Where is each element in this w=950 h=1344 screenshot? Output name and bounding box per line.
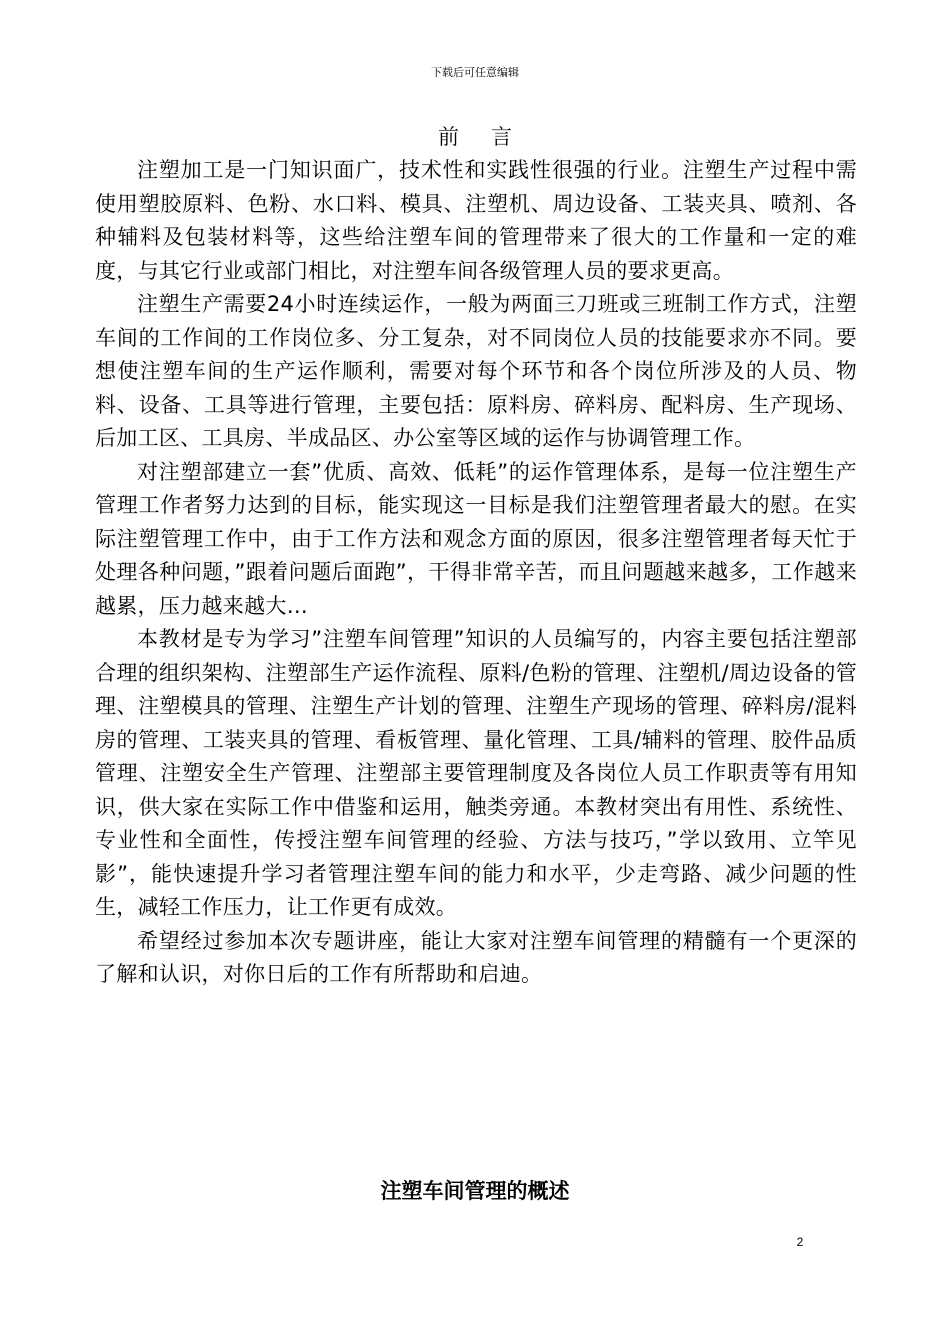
preface-paragraph-5: 希望经过参加本次专题讲座，能让大家对注塑车间管理的精髓有一个更深的了解和认识，对你日后的工作有所帮助和启迪。 [95, 928, 857, 986]
preface-paragraph-1: 注塑加工是一门知识面广，技术性和实践性很强的行业。注塑生产过程中需使用塑胶原料、色粉、水口料、模具、注塑机、周边设备、工装夹具、喷剂、各种辅料及包装材料等，这些给注塑车间的管理带来了很大的工作量和一定的难度，与其它行业或部门相比，对注塑车间各级管理人员的要求更高。 [95, 158, 857, 283]
page-number: 2 [796, 1235, 804, 1249]
preface-title: 前言 [438, 125, 544, 149]
page-header-note: 下载后可任意编辑 [431, 66, 519, 79]
preface-paragraph-3: 对注塑部建立一套”优质、高效、低耗”的运作管理体系，是每一位注塑生产管理工作者努力达到的目标，能实现这一目标是我们注塑管理者最大的慰。在实际注塑管理工作中，由于工作方法和观念方面的原因，很多注塑管理者每天忙于处理各种问题，”跟着问题后面跑”，干得非常辛苦，而且问题越来越多，工作越来越累，压力越来越大… [95, 459, 857, 618]
section-heading: 注塑车间管理的概述 [380, 1179, 570, 1203]
preface-body [95, 154, 857, 992]
preface-paragraph-2: 注塑生产需要24小时连续运作，一般为两面三刀班或三班制工作方式，注塑车间的工作间的工作岗位多、分工复杂，对不同岗位人员的技能要求亦不同。要想使注塑车间的生产运作顺利，需要对每个环节和各个岗位所涉及的人员、物料、设备、工具等进行管理，主要包括：原料房、碎料房、配料房、生产现场、后加工区、工具房、半成品区、办公室等区域的运作与协调管理工作。 [95, 292, 857, 450]
preface-paragraph-4: 本教材是专为学习”注塑车间管理”知识的人员编写的，内容主要包括注塑部合理的组织架构、注塑部生产运作流程、原料/色粉的管理、注塑机/周边设备的管理、注塑模具的管理、注塑生产计划的管理、注塑生产现场的管理、碎料房/混料房的管理、工装夹具的管理、看板管理、量化管理、工具/辅料的管理、胶件品质管理、注塑安全生产管理、注塑部主要管理制度及各岗位人员工作职责等有用知识，供大家在实际工作中借鉴和运用，触类旁通。本教材突出有用性、系统性、专业性和全面性，传授注塑车间管理的经验、方法与技巧，”学以致用、立竿见影”，能快速提升学习者管理注塑车间的能力和水平，少走弯路、减少问题的性生，减轻工作压力，让工作更有成效。 [95, 627, 857, 919]
